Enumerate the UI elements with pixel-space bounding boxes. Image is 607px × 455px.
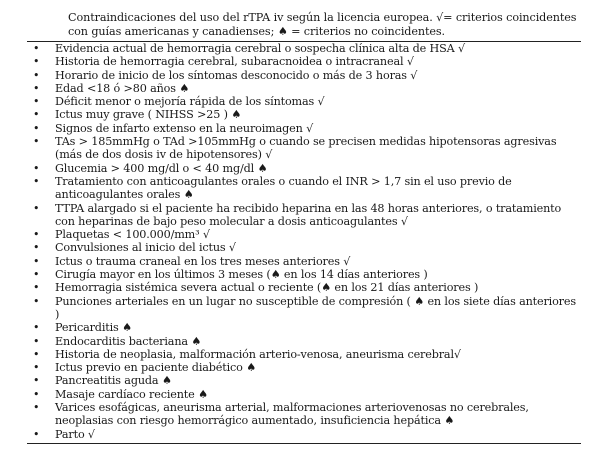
list-item-text: Pericarditis ♠ (55, 321, 132, 335)
list-item-text: Endocarditis bacteriana ♠ (55, 334, 202, 348)
bullet-icon: • (33, 374, 40, 388)
list-item (0, 388, 607, 401)
list-item (0, 241, 607, 254)
bottom-rule (27, 443, 581, 444)
list-item-text: Parto √ (55, 427, 95, 441)
table-caption: Contraindicaciones del uso del rTPA iv según la licencia europea. √= criterios coincidentes con guías americanas y canadienses; ♠ = criterios no coincidentes. (68, 11, 577, 38)
bullet-icon: • (33, 321, 40, 335)
bullet-icon: • (33, 161, 40, 175)
bullet-icon: • (33, 135, 40, 149)
list-item (0, 95, 607, 108)
list-item (0, 69, 607, 82)
list-item (0, 374, 607, 387)
list-item-text: Hemorragia sistémica severa actual o reciente (♠ en los 21 días anteriores ) (55, 281, 479, 295)
list-item-text: Pancreatitis aguda ♠ (55, 374, 172, 388)
bullet-icon: • (33, 347, 40, 361)
list-item-text: Masaje cardíaco reciente ♠ (55, 387, 208, 401)
list-item-text: Tratamiento con anticoagulantes orales o cuando el INR > 1,7 sin el uso previo de anticoagulantes orales ♠ (55, 174, 512, 202)
bullet-icon: • (33, 55, 40, 69)
list-item-text: Glucemia > 400 mg/dl o < 40 mg/dl ♠ (55, 161, 268, 175)
bullet-icon: • (33, 281, 40, 295)
list-item (0, 135, 607, 162)
list-item-text: Plaquetas < 100.000/mm³ √ (55, 228, 210, 242)
list-item-text: Varices esofágicas, aneurisma arterial, malformaciones arteriovenosas no cerebrales, neoplasias con riesgo hemorrágico aumentado, insuficiencia hepática ♠ (55, 401, 529, 428)
list-item (0, 175, 607, 202)
contraindications-list (0, 42, 607, 441)
list-item-text: TTPA alargado si el paciente ha recibido heparina en las 48 horas anteriores, o tratamiento con heparinas de bajo peso molecular a dosis anticoagulantes √ (55, 201, 562, 228)
list-item (0, 335, 607, 348)
bullet-icon: • (33, 361, 40, 375)
bullet-icon: • (33, 268, 40, 282)
list-item-text: Historia de neoplasia, malformación arterio-venosa, aneurisma cerebral√ (55, 347, 461, 361)
bullet-icon: • (33, 254, 40, 268)
list-item-text: Punciones arteriales en un lugar no susceptible de compresión ( ♠ en los siete días anteriores ) (55, 294, 576, 321)
list-item-text: Ictus muy grave ( NIHSS >25 ) ♠ (55, 108, 242, 122)
list-item-text: Edad <18 ó >80 años ♠ (55, 81, 190, 95)
list-item (0, 321, 607, 334)
bullet-icon: • (33, 427, 40, 441)
bullet-icon: • (33, 294, 40, 308)
bullet-icon: • (33, 228, 40, 242)
bullet-icon: • (33, 108, 40, 122)
list-item (0, 428, 607, 441)
bullet-icon: • (33, 201, 40, 215)
bullet-icon: • (33, 387, 40, 401)
list-item (0, 361, 607, 374)
list-item (0, 55, 607, 68)
list-item-text: Déficit menor o mejoría rápida de los síntomas √ (55, 95, 325, 109)
list-item (0, 228, 607, 241)
bullet-icon: • (33, 401, 40, 415)
bullet-icon: • (33, 334, 40, 348)
list-item (0, 82, 607, 95)
list-item (0, 348, 607, 361)
bullet-icon: • (33, 241, 40, 255)
list-item (0, 122, 607, 135)
list-item (0, 268, 607, 281)
bullet-icon: • (33, 95, 40, 109)
list-item (0, 255, 607, 268)
bullet-icon: • (33, 174, 40, 188)
list-item (0, 295, 607, 322)
list-item-text: Ictus o trauma craneal en los tres meses anteriores √ (55, 254, 351, 268)
list-item-text: Signos de infarto extenso en la neuroimagen √ (55, 121, 314, 135)
list-item-text: TAs > 185mmHg o TAd >105mmHg o cuando se precisen medidas hipotensoras agresivas (más de dos dosis iv de hipotensores) √ (55, 135, 557, 162)
list-item (0, 281, 607, 294)
list-item-text: Cirugía mayor en los últimos 3 meses (♠ en los 14 días anteriores ) (55, 268, 428, 282)
list-item (0, 42, 607, 55)
list-item-text: Evidencia actual de hemorragia cerebral o sospecha clínica alta de HSA √ (55, 42, 465, 55)
list-item-text: Historia de hemorragia cerebral, subaracnoidea o intracraneal √ (55, 55, 414, 69)
list-item-text: Ictus previo en paciente diabético ♠ (55, 361, 257, 375)
list-item (0, 401, 607, 428)
list-item-text: Horario de inicio de los síntomas desconocido o más de 3 horas √ (55, 68, 418, 82)
bullet-icon: • (33, 68, 40, 82)
list-item (0, 202, 607, 229)
list-item-text: Convulsiones al inicio del ictus √ (55, 241, 236, 255)
bullet-icon: • (33, 81, 40, 95)
bullet-icon: • (33, 121, 40, 135)
list-item (0, 162, 607, 175)
bullet-icon: • (33, 42, 40, 55)
list-item (0, 108, 607, 121)
